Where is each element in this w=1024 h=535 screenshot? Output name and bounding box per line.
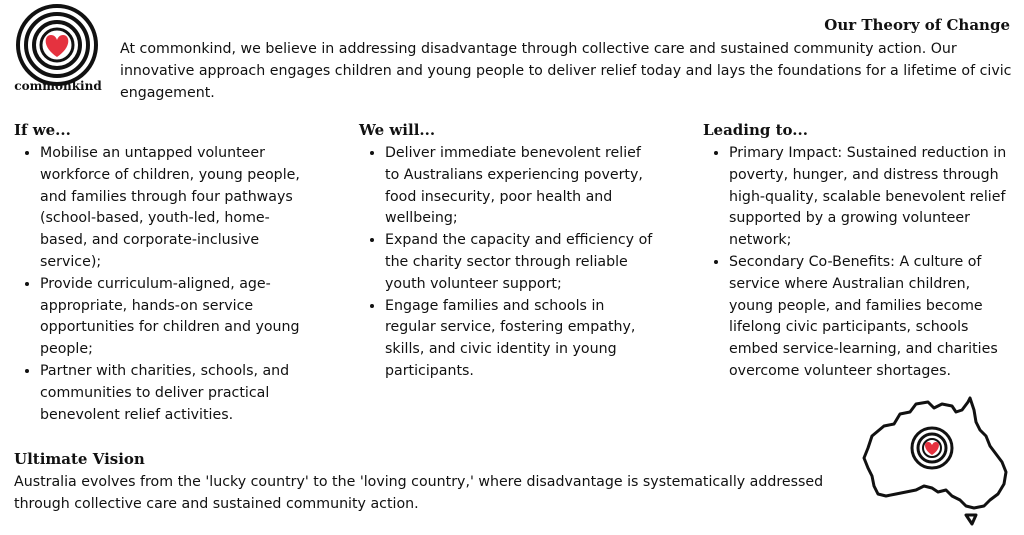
column-heading: We will... (359, 121, 436, 139)
column-we-will (359, 121, 659, 383)
brand-name: commonkind (14, 79, 102, 93)
list-item: • Engage families and schools in regular service, fostering empathy, skills, and civic identity in young participants. (385, 296, 659, 383)
list-item: • Expand the capacity and efficiency of the charity sector through reliable youth volunteer support; (385, 230, 659, 295)
list-item: • Provide curriculum-aligned, age-appropriate, hands-on service opportunities for children and young people; (40, 274, 314, 361)
column-heading: If we... (14, 121, 71, 139)
list-item: • Deliver immediate benevolent relief to Australians experiencing poverty, food insecurity, poor health and wellbeing; (385, 143, 659, 230)
australia-map-icon (860, 396, 1012, 530)
australia-map (860, 396, 1012, 530)
page-title: Our Theory of Change (824, 16, 1010, 34)
bullet-list (359, 143, 659, 383)
vision-text: Australia evolves from the 'lucky country' to the 'loving country,' where disadvantage is systematically addressed through collective care and sustained community action. (14, 474, 824, 512)
intro-paragraph: At commonkind, we believe in addressing disadvantage through collective care and sustained community action. Our innovative approach engages children and young people to deliver relief today and lays the foundations for a lifetime of civic engagement. (120, 41, 1012, 101)
column-if-we (14, 121, 314, 426)
bullet-list (14, 143, 314, 426)
column-heading: Leading to... (703, 121, 808, 139)
list-item: • Primary Impact: Sustained reduction in poverty, hunger, and distress through high-quality, scalable benevolent relief supported by a growing volunteer network; (729, 143, 1018, 252)
ultimate-vision-section (14, 450, 874, 515)
vision-heading: Ultimate Vision (14, 450, 145, 468)
list-item: • Secondary Co-Benefits: A culture of service where Australian children, young people, and families become lifelong civic participants, schools embed service-learning, and charities overcome volunteer shortages. (729, 252, 1018, 383)
bullet-list (703, 143, 1018, 383)
list-item: • Mobilise an untapped volunteer workforce of children, young people, and families through four pathways (school-based, youth-led, home-based, and corporate-inclusive service); (40, 143, 314, 274)
list-item: • Partner with charities, schools, and communities to deliver practical benevolent relief activities. (40, 361, 314, 426)
column-leading-to (703, 121, 1018, 383)
